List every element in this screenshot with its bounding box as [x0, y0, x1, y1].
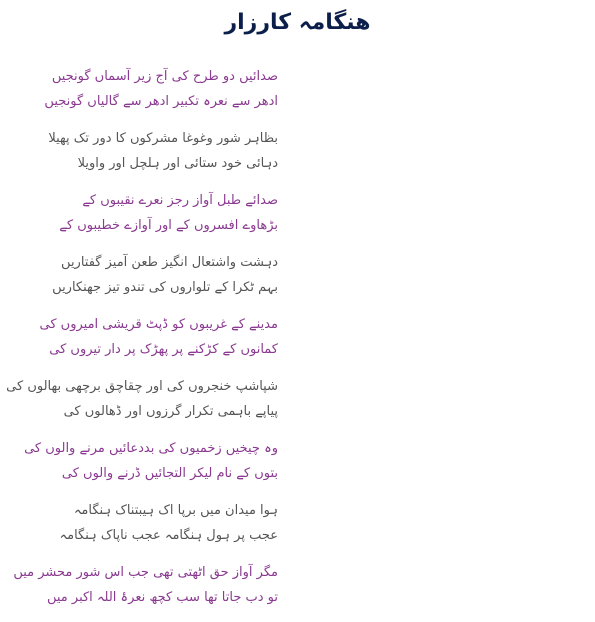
verse-line: بڑھاوے افسروں کے اور آوازے خطیبوں کے: [59, 218, 278, 233]
stanza: [40, 312, 278, 362]
stanza: [40, 126, 278, 176]
verse-line: دہشت واشتعال انگیز طعن آمیز گفتاریں: [61, 255, 278, 270]
stanza: [40, 188, 278, 238]
verse-line: صدائیں دو طرح کی آج زیر آسماں گونجیں: [51, 69, 278, 84]
verse-line: صدائے طبل آواز رجز نعرے نقیبوں کے: [82, 193, 278, 208]
verse-line: دہائی خود ستائی اور ہلچل اور واویلا: [77, 156, 278, 171]
verse-line: ہوا میدان میں برپا اک ہیبتناک ہنگامہ: [73, 503, 278, 518]
verse-line: وہ چیخیں زخمیوں کی بددعائیں مرنے والوں کی: [24, 441, 278, 456]
verse-line: بتوں کے نام لیکر التجائیں ڈرنے والوں کی: [61, 466, 278, 481]
verse-line: ادھر سے نعرہ تکبیر ادھر سے گالیاں گونجیں: [44, 94, 278, 109]
stanza: [40, 498, 278, 548]
stanza: [6, 374, 278, 424]
verse-line: بظاہر شور وغوغا مشرکوں کا دور تک پھیلا: [48, 131, 278, 146]
verse-line: بہم ٹکرا کے تلواروں کی تندو تیز جھنکاریں: [52, 280, 278, 295]
verse-line: پیاپے باہمی تکرار گرزوں اور ڈھالوں کی: [63, 404, 278, 419]
stanza: [13, 560, 278, 610]
stanza: [40, 64, 278, 114]
stanza: [40, 250, 278, 300]
verse-line: تو دب جاتا تھا سب کچھ نعرۂ اللہ اکبر میں: [46, 590, 278, 605]
verse-line: مگر آواز حق اٹھتی تھی جب اس شور محشر میں: [13, 565, 278, 580]
verse-line: مدینے کے غریبوں کو ڈپٹ قریشی امیروں کی: [39, 317, 278, 332]
poem-title: هنگامہ کارزار: [224, 10, 371, 35]
verse-line: عجب پر ہول ہنگامہ عجب ناپاک ہنگامہ: [59, 528, 278, 543]
stanza: [24, 436, 278, 486]
verse-line: کمانوں کے کڑکنے پر پھڑک پر دار تیروں کی: [49, 342, 278, 357]
verse-line: شپاشپ خنجروں کی اور چقاچق برچھی بھالوں کی: [6, 379, 278, 394]
poem-body: [6, 64, 278, 622]
